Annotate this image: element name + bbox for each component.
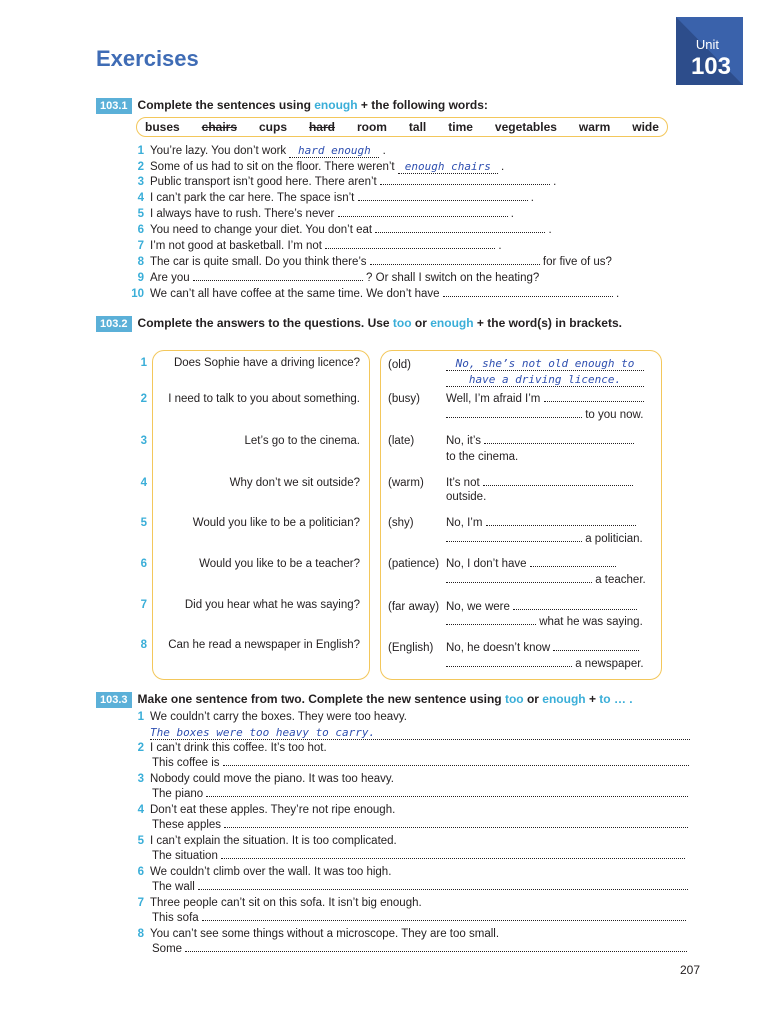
item-number: 1 — [140, 357, 147, 369]
exercise-103-3-heading — [96, 692, 633, 708]
word-option: buses — [145, 120, 180, 134]
item-number: 4 — [137, 192, 144, 204]
bracket-word: (patience) — [388, 558, 440, 570]
exercise-item — [130, 160, 504, 174]
answer-prompt: a newspaper. — [575, 658, 644, 670]
exercise-103-1-heading — [96, 98, 488, 114]
unit-number: 103 — [690, 53, 731, 80]
item-number: 2 — [140, 393, 147, 405]
item-text: Public transport isn’t good here. There aren’t — [150, 176, 377, 188]
exercise-item — [130, 176, 556, 188]
item-number: 8 — [140, 639, 147, 651]
exercise-number: 103.1 — [96, 98, 132, 114]
answer-field[interactable]: enough chairs — [398, 160, 498, 174]
item-text: for five of us? — [542, 256, 612, 268]
instruction-text: + — [585, 692, 600, 706]
answer-field[interactable] — [446, 666, 572, 667]
answer-line — [446, 393, 644, 405]
instruction-text: Make one sentence from two. Complete the new sentence using — [137, 692, 505, 706]
item-text: . — [501, 161, 505, 173]
question-text: Can he read a newspaper in English? — [168, 639, 360, 651]
answer-line — [152, 881, 688, 893]
bracket-word: (English) — [388, 642, 434, 654]
answer-field[interactable] — [544, 401, 644, 402]
word-option: vegetables — [494, 120, 557, 134]
answer-prompt: what he was saying. — [539, 616, 643, 628]
instruction-text: Complete the sentences using — [137, 98, 315, 112]
bracket-word: (far away) — [388, 601, 440, 613]
item-text: I always have to rush. There’s never — [150, 208, 335, 220]
instruction-keyword: too — [504, 692, 524, 706]
answer-line — [446, 558, 616, 570]
instruction-keyword: to … . — [599, 692, 633, 706]
word-option-used: hard — [308, 120, 335, 134]
answer-prompt: No, he doesn’t know — [446, 642, 551, 654]
answer-prompt: a politician. — [585, 533, 643, 545]
answer-field[interactable] — [553, 650, 639, 651]
answer-field[interactable] — [446, 582, 592, 583]
instruction-text: or — [523, 692, 543, 706]
answer-field[interactable] — [446, 624, 536, 625]
exercise-item — [130, 928, 499, 940]
answer-field[interactable] — [325, 248, 495, 249]
item-text: The car is quite small. Do you think there’s — [150, 256, 367, 268]
item-number: 8 — [137, 256, 144, 268]
instruction-text: or — [411, 316, 431, 330]
answer-line — [446, 357, 644, 371]
word-option: room — [356, 120, 387, 134]
item-text: We couldn’t climb over the wall. It was too high. — [150, 866, 392, 878]
exercise-item — [130, 208, 514, 220]
instruction-keyword: enough — [542, 692, 586, 706]
item-text: . — [530, 192, 534, 204]
answer-line — [152, 757, 689, 769]
exercise-item — [130, 272, 539, 284]
item-text: I can’t explain the situation. It is too complicated. — [150, 835, 397, 847]
instruction-keyword: enough — [430, 316, 474, 330]
item-text: ? Or shall I switch on the heating? — [366, 272, 540, 284]
item-text: Nobody could move the piano. It was too heavy. — [150, 773, 394, 785]
answer-prompt: to you now. — [585, 409, 644, 421]
item-number: 6 — [137, 866, 144, 878]
answer-field[interactable] — [513, 609, 637, 610]
item-number: 3 — [137, 176, 144, 188]
item-text: Don’t eat these apples. They’re not ripe enough. — [150, 804, 396, 816]
answer-prompt: The wall — [152, 881, 195, 893]
answer-line — [152, 912, 686, 924]
answer-prompt: No, I’m — [446, 517, 483, 529]
word-option: wide — [632, 120, 659, 134]
answer-field[interactable] — [486, 525, 636, 526]
answer-line — [446, 517, 636, 529]
answer-prompt: No, we were — [446, 601, 510, 613]
answer-field[interactable] — [530, 566, 616, 567]
item-text: You need to change your diet. You don’t eat — [150, 224, 373, 236]
item-number: 8 — [137, 928, 144, 940]
answer-field[interactable] — [193, 280, 363, 281]
instruction-text: Complete the answers to the questions. Use — [137, 316, 393, 330]
item-number: 4 — [137, 804, 144, 816]
question-text: Would you like to be a politician? — [192, 517, 360, 529]
item-text: I can’t park the car here. The space isn’t — [150, 192, 355, 204]
answer-line — [446, 409, 643, 421]
item-text: . — [382, 145, 386, 157]
exercise-item — [130, 866, 391, 878]
bracket-word: (old) — [388, 359, 412, 371]
item-text: You can’t see some things without a microscope. They are too small. — [150, 928, 500, 940]
item-number: 3 — [137, 773, 144, 785]
answer-field[interactable] — [198, 889, 688, 890]
answer-prompt: This coffee is — [152, 757, 220, 769]
exercise-number: 103.3 — [96, 692, 132, 708]
item-number: 9 — [137, 272, 144, 284]
answer-prompt: This sofa — [152, 912, 199, 924]
answer-line — [152, 819, 688, 831]
answer-prompt: The situation — [152, 850, 218, 862]
answer-line — [446, 435, 634, 447]
answer-line — [152, 850, 685, 862]
item-text: We couldn’t carry the boxes. They were too heavy. — [150, 711, 407, 723]
exercise-item — [130, 897, 422, 909]
answer-field[interactable] — [221, 858, 685, 859]
exercise-item — [130, 711, 407, 723]
word-option-used: chairs — [201, 120, 238, 134]
item-number: 7 — [137, 240, 144, 252]
answer-line — [446, 642, 639, 654]
exercise-item — [130, 240, 502, 252]
answer-prompt: a teacher. — [595, 574, 646, 586]
exercise-item — [130, 804, 395, 816]
item-number: 2 — [137, 742, 144, 754]
bracket-word: (warm) — [388, 477, 424, 489]
answer-line — [152, 943, 687, 955]
answer-prompt: Some — [152, 943, 183, 955]
item-number: 6 — [140, 558, 147, 570]
item-number: 6 — [137, 224, 144, 236]
instruction-text: + the following words: — [357, 98, 488, 112]
answer-field[interactable] — [223, 765, 689, 766]
word-box — [136, 117, 668, 137]
exercise-item — [130, 256, 612, 268]
bracket-word: (late) — [388, 435, 415, 447]
unit-badge — [676, 17, 743, 85]
bracket-word: (shy) — [388, 517, 414, 529]
item-text: . — [510, 208, 514, 220]
item-text: You’re lazy. You don’t work — [150, 145, 287, 157]
answer-prompt: It’s not — [446, 477, 480, 489]
answer-field[interactable] — [338, 216, 508, 217]
item-text: Some of us had to sit on the floor. There weren’t — [150, 161, 395, 173]
answer-field[interactable]: hard enough — [289, 144, 379, 158]
item-text: Three people can’t sit on this sofa. It isn’t big enough. — [150, 897, 422, 909]
exercise-103-2-heading — [96, 316, 622, 332]
answer-line — [446, 373, 644, 387]
item-number: 1 — [137, 145, 144, 157]
page-number: 207 — [680, 963, 701, 977]
unit-label: Unit — [695, 37, 719, 52]
item-number: 3 — [140, 435, 147, 447]
word-option: tall — [408, 120, 427, 134]
answer-line — [446, 451, 518, 463]
instruction-keyword: too — [392, 316, 412, 330]
answer-field[interactable] — [224, 827, 688, 828]
answer-field[interactable] — [370, 264, 540, 265]
answer-line — [446, 616, 643, 628]
answer-prompt: outside. — [446, 491, 487, 503]
answer-field[interactable] — [375, 232, 545, 233]
answer-prompt: These apples — [152, 819, 222, 831]
question-text: Does Sophie have a driving licence? — [173, 357, 360, 369]
item-number: 5 — [140, 517, 147, 529]
answer-field[interactable]: No, she’s not old enough to — [446, 357, 644, 371]
question-text: Did you hear what he was saying? — [184, 599, 360, 611]
answer-field[interactable]: The boxes were too heavy to carry. — [150, 726, 690, 740]
instruction-keyword: enough — [314, 98, 358, 112]
exercise-number: 103.2 — [96, 316, 132, 332]
answer-field[interactable] — [443, 296, 613, 297]
item-number: 5 — [137, 835, 144, 847]
word-option: time — [448, 120, 473, 134]
item-number: 4 — [140, 477, 147, 489]
item-text: We can’t all have coffee at the same time. We don’t have — [150, 288, 440, 300]
answer-field[interactable] — [483, 485, 633, 486]
answer-field[interactable] — [446, 417, 582, 418]
answer-field[interactable] — [380, 184, 550, 185]
question-text: Let’s go to the cinema. — [244, 435, 360, 447]
item-text: . — [498, 240, 502, 252]
answer-line — [150, 726, 690, 740]
answer-prompt: to the cinema. — [446, 451, 519, 463]
exercise-item — [130, 192, 534, 204]
item-number: 2 — [137, 161, 144, 173]
page-title: Exercises — [96, 46, 199, 71]
item-text: Are you — [150, 272, 190, 284]
item-number: 10 — [131, 288, 144, 300]
question-text: Would you like to be a teacher? — [199, 558, 360, 570]
answer-line — [446, 477, 633, 489]
answer-field[interactable] — [202, 920, 686, 921]
item-number: 7 — [140, 599, 147, 611]
item-number: 7 — [137, 897, 144, 909]
answer-field[interactable] — [484, 443, 634, 444]
item-text: I’m not good at basketball. I’m not — [150, 240, 322, 252]
word-option: warm — [578, 120, 611, 134]
answer-field[interactable] — [358, 200, 528, 201]
exercise-item — [130, 288, 619, 300]
answer-prompt: Well, I’m afraid I’m — [446, 393, 541, 405]
exercise-item — [130, 742, 327, 754]
answer-line — [446, 491, 486, 503]
item-text: I can’t drink this coffee. It’s too hot. — [150, 742, 327, 754]
exercise-item — [130, 224, 552, 236]
answer-field[interactable] — [185, 951, 687, 952]
instruction-text: + the word(s) in brackets. — [473, 316, 622, 330]
item-number: 1 — [137, 711, 144, 723]
question-text: I need to talk to you about something. — [168, 393, 360, 405]
answer-field[interactable]: have a driving licence. — [446, 373, 644, 387]
answer-prompt: No, I don’t have — [446, 558, 527, 570]
answer-field[interactable] — [446, 541, 582, 542]
answer-prompt: No, it’s — [446, 435, 481, 447]
answer-line — [446, 658, 644, 670]
word-option: cups — [258, 120, 287, 134]
bracket-word: (busy) — [388, 393, 420, 405]
item-text: . — [553, 176, 557, 188]
answer-line — [446, 533, 643, 545]
exercise-item — [130, 773, 394, 785]
answer-line — [446, 574, 646, 586]
question-text: Why don’t we sit outside? — [229, 477, 360, 489]
exercise-item — [130, 835, 397, 847]
answer-line — [152, 788, 688, 800]
item-text: . — [615, 288, 620, 300]
answer-field[interactable] — [206, 796, 688, 797]
answer-line — [446, 601, 637, 613]
item-text: . — [548, 224, 552, 236]
exercise-item — [130, 144, 386, 158]
answer-prompt: The piano — [152, 788, 204, 800]
item-number: 5 — [137, 208, 144, 220]
